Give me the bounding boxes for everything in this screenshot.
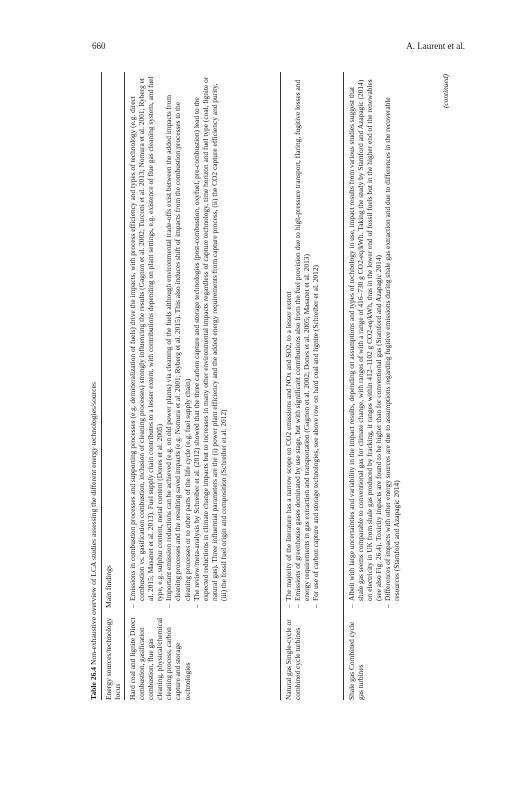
running-head: A. Laurent et al. [406,41,465,51]
landscape-table [83,62,463,712]
row-source-coal: Hard coal and lignite Direct combustion, gasification combustion, flue gas cleaning, physical/chemical cleaning process, carbon capture and storage technologies [128,617,192,700]
row-source-shale-gas: Shale gas Combined cycle gas turbines [347,621,366,700]
column-header-findings: Main findings [104,565,113,608]
row-rule [280,72,281,700]
header-rule [124,72,125,700]
top-rule [101,72,102,700]
row-source-natural-gas: Natural gas Single-cycle or combined cycle turbines [284,619,303,700]
finding-item: – For use of carbon capture and storage technologies, see above row on hard coal and lignite (Schreiber et al. 2012) [311,76,320,608]
continued-note: (continued) [441,74,450,109]
caption-text: Non-exhaustive overview of LCA studies assessing the different energy technologies/sources [89,382,98,666]
row-findings-shale-gas [347,76,402,608]
rotated-table-area [83,62,463,712]
caption-label: Table 26.4 [89,666,98,700]
finding-item: – Albeit with large uncertainties and variability in the impact results, depending on assumptions and types of technology in use, impact results from various studies suggest that shale gas seems comparable to conventional gas for climate change, with ranges of with a range of 416–730 g CO2-eq/kWh. Taking the study by Stamford and Azapagic (2014) on electricity in UK from shale gas produced by fracking, it ranges within 412–1102 g CO2-eq/kWh, thus in the lower end of fossil fuels but in the higher end of the renewables (see also Fig. 26.4). Toxicity impacts are found to be higher than for conventional gas (Stamford and Azapagic 2014) [347,76,383,608]
row-findings-coal [128,76,228,608]
finding-item: – The review/meta-analysis by Schreiber et al. (2012) showed that the three carbon capture and storage technologies (post-combustion, oxyfuel, pre-combustion) lead to the expected reductions in climate change impacts but to increases in many other environmental impacts regardless of capture technology, time horizon and fuel type (coal, lignite or natural gas). Three influential parameters are the (i) power plant efficiency and the added energy requirements from capture process, (ii) the CO2 capture efficiency and purity, (iii) the fossil fuel origin and composition (Schreiber et al. 2012) [192,76,228,608]
finding-item: – Emissions in combustion processes and supporting processes (e.g. demineralization of fuels) drive the impacts, with process efficiency and types of technology (e.g. direct combustion vs. gasification combustion, inclusion of cleaning processes) strongly influencing the results (Gagnon et al. 2002; Turconi et al. 2013; Nomura et al. 2001; Ryberg et al. 2015; Masanet et al. 2013). Fuel supply chain contributes to a lesser extent, with contributions depending on plant settings, e.g. existence of flue gas cleaning system, and fuel type, e.g. sulphur content, metal content (Dones et al. 2005) [128,76,164,608]
row-rule [343,72,344,700]
finding-item: – Emissions of greenhouse gases dominated by use stage, but with significant contributions also from the fuel provision due to high-pressure transport, flaring, fugitive losses and energy requirements in gas extraction and transportation (Gagnon et al. 2002; Dones et al. 2005; Masanet et al. 2013) [293,76,311,608]
row-findings-natural-gas [284,76,320,608]
finding-item: – The majority of the literature has a narrow scope on CO2 emissions and NOx and SO2, to a lesser extent [284,76,293,608]
table-caption [89,382,98,700]
finding-item: – Differences of impacts with other energy sources are due to assumptions regarding fugitive emissions during shale gas extraction and due to differences in the recoverable resources (Stamford and Azapagic 2014) [383,76,401,608]
finding-item: – Important emission reductions can be achieved (e.g. on old power plants) via cleaning of the fuels although environmental trade-offs exist between the added impacts from cleaning processes and the resulting saved impacts (e.g. Nomura et al. 2001; Ryberg et al. 2015). This also induces shift of impacts from the combustion processes to the cleaning processes or to other parts of the life cycle (e.g. fuel supply chain) [164,76,191,608]
page-number: 660 [92,41,106,51]
column-header-source: Energy sources/technology focus [104,617,123,700]
